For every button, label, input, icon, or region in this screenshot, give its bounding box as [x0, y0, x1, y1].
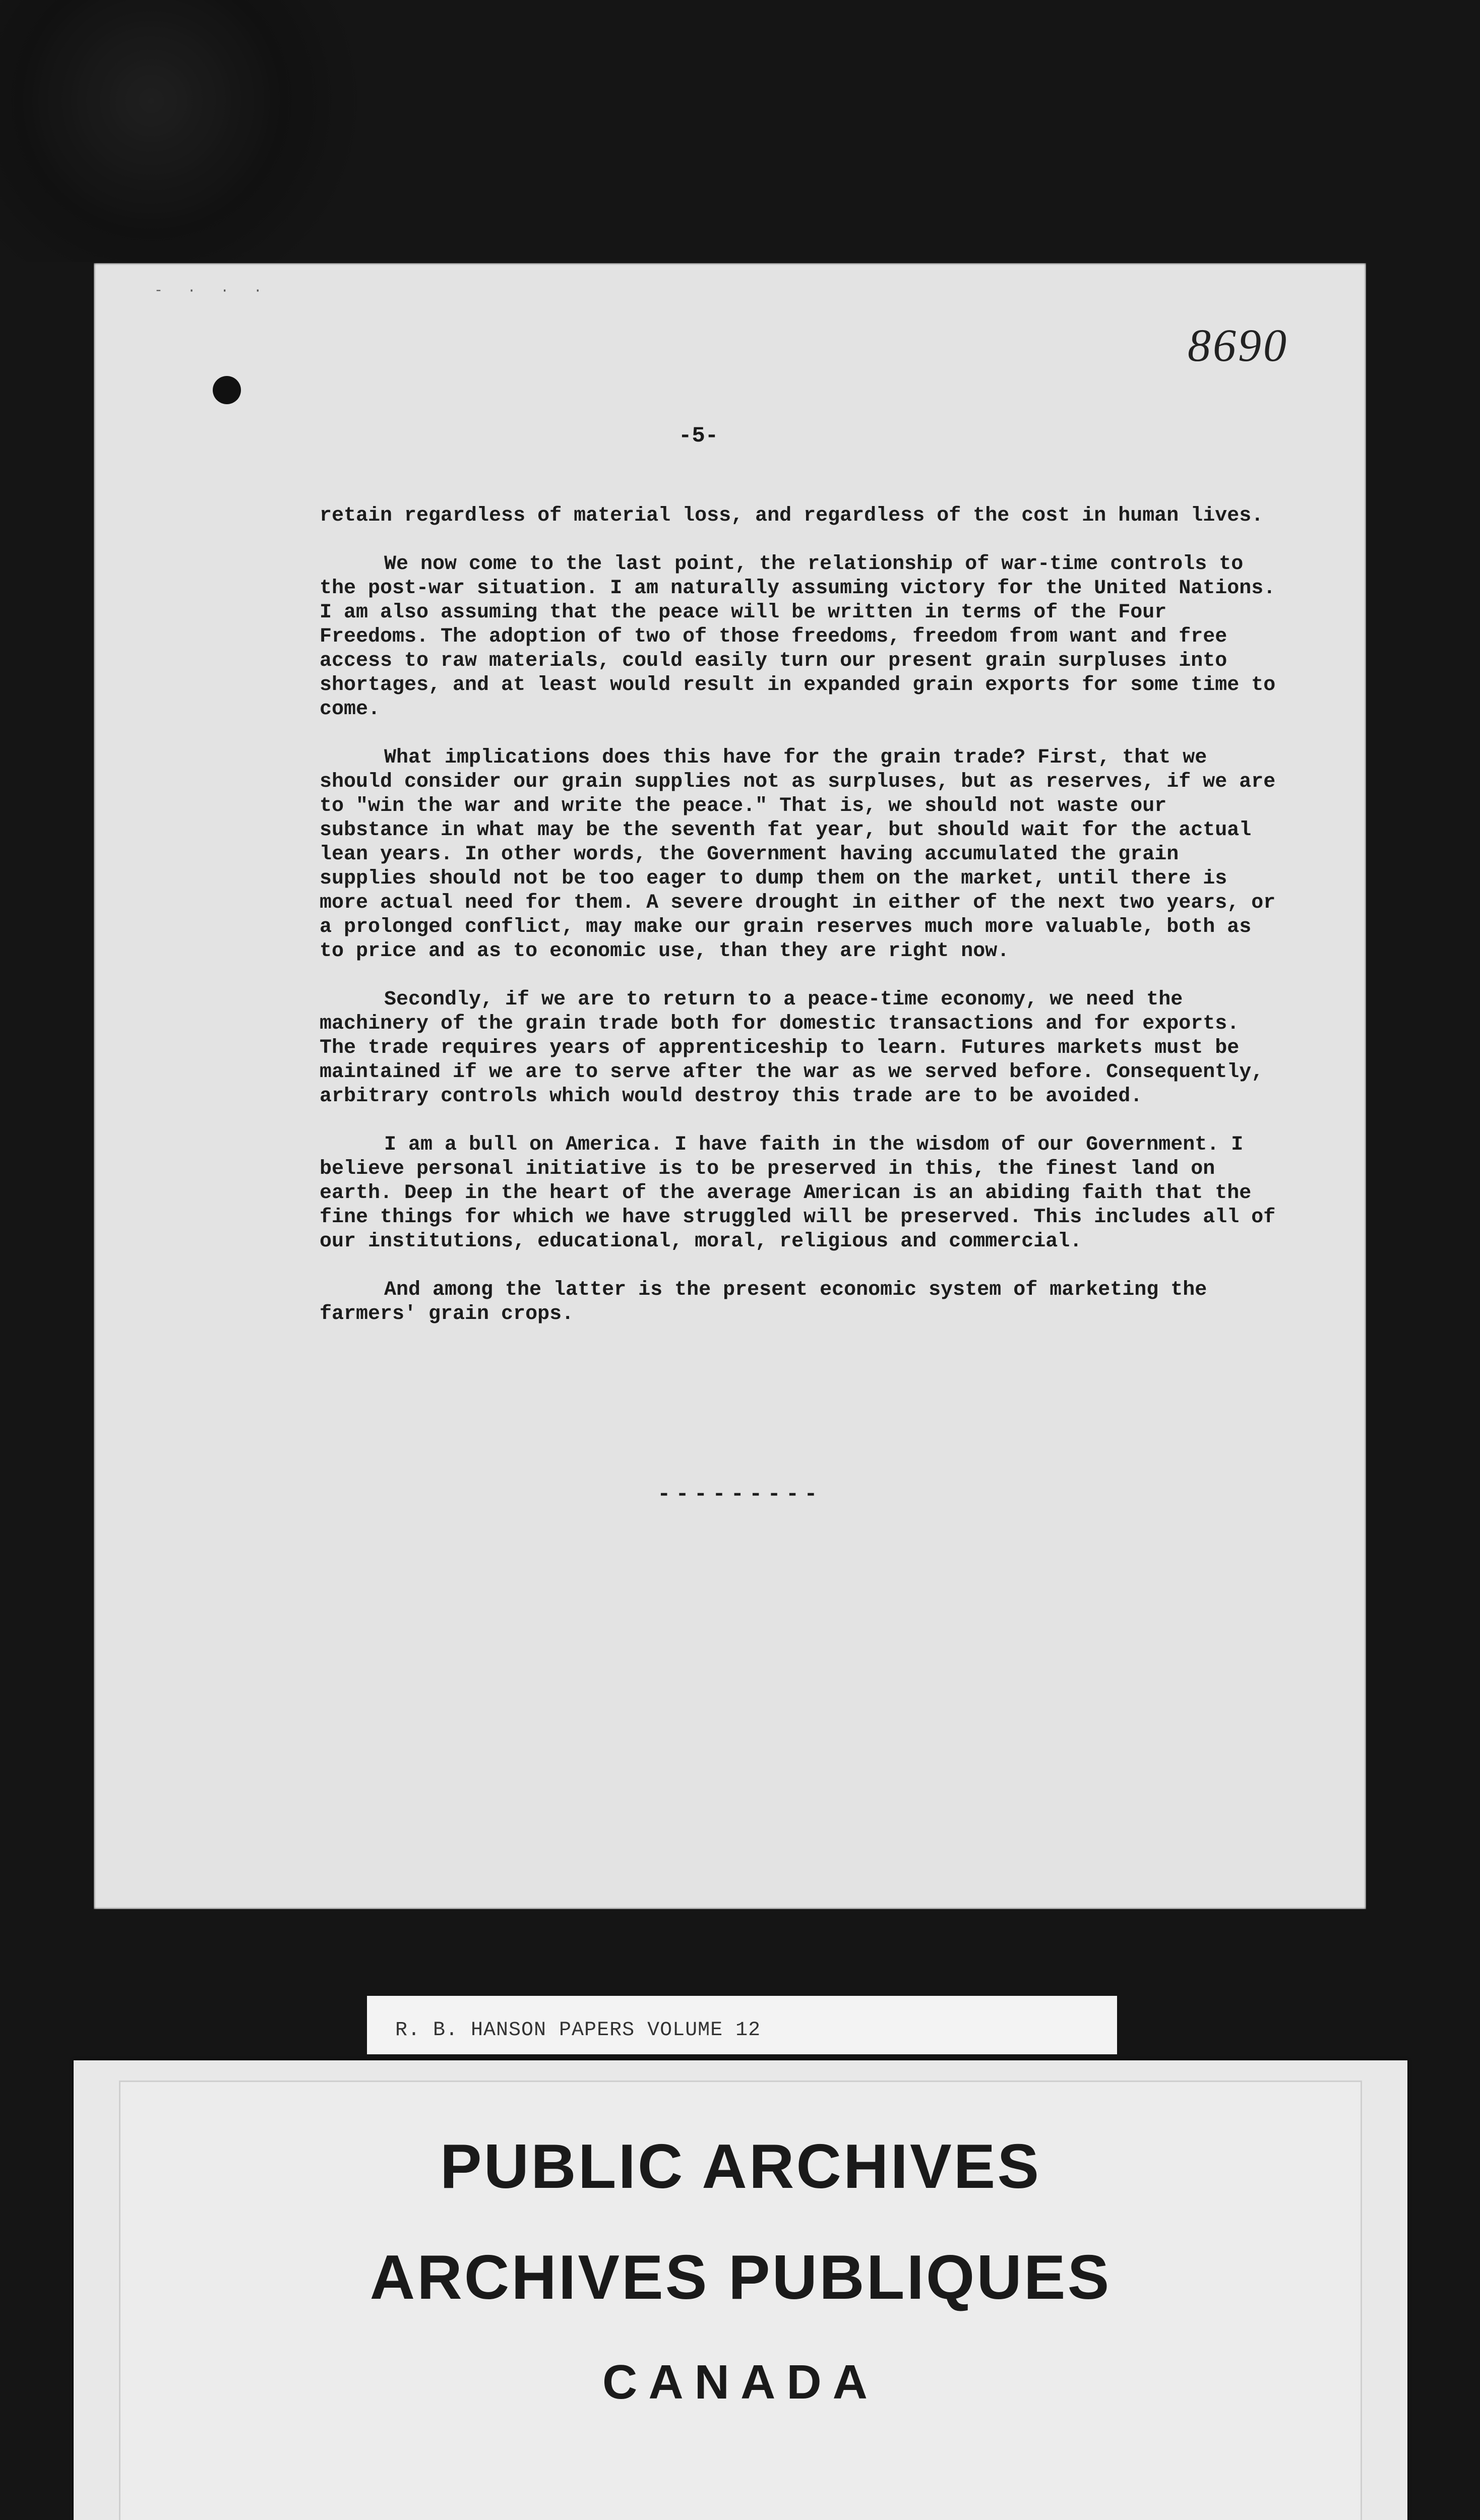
- paragraph-secondly: Secondly, if we are to return to a peace-time economy, we need the machinery of the grain trade both for domestic transactions and for exports. The trade requires years of apprenticeship to learn. Futures markets must be maintained if we are to serve after the war as we served before. Consequently, arbitrary controls which would destroy this trade are to be avoided.: [320, 988, 1264, 1108]
- page-number: -5-: [679, 423, 719, 449]
- scan-background: [0, 0, 1480, 262]
- archive-title-english: PUBLIC ARCHIVES: [440, 2132, 1041, 2201]
- archive-card: [74, 2060, 1407, 2520]
- archive-country: CANADA: [602, 2355, 879, 2409]
- paragraph-post-war: We now come to the last point, the relationship of war-time controls to the post-war situation. I am naturally assuming victory for the United Nations. I am also assuming that the peace will be written in terms of the Four Freedoms. The adoption of two of those freedoms, freedom from want and free access to raw materials, could easily turn our present grain surpluses into shortages, and at least would result in expanded grain exports for some time to come.: [320, 553, 1276, 721]
- margin-tick-marks: - · · ·: [154, 283, 270, 299]
- paragraph-closing: And among the latter is the present economic system of marketing the farmers' grain crops.: [320, 1279, 1207, 1326]
- paragraph-implications: What implications does this have for the grain trade? First, that we should consider our grain supplies not as surpluses, but as reserves, if we are to "win the war and write the peace." That is, we should not waste our substance in what may be the seventh fat year, but should wait for the actual lean years. In other words, the Government having accumulated the grain supplies should not be too eager to dump them on the market, until there is more actual need for them. A severe drought in either of the next two years, or a prolonged conflict, may make our grain reserves much more valuable, both as to price and as to economic use, than they are right now.: [320, 746, 1276, 963]
- typewritten-page: [94, 263, 1366, 1909]
- end-dash-line: ---------: [657, 1482, 823, 1507]
- collection-label-text: R. B. HANSON PAPERS VOLUME 12: [395, 2019, 761, 2042]
- archive-title-french: ARCHIVES PUBLIQUES: [369, 2243, 1112, 2312]
- paragraph-continuation: retain regardless of material loss, and regardless of the cost in human lives.: [320, 505, 1264, 527]
- punch-hole: [213, 376, 241, 404]
- archive-stamp-number: 8690: [1188, 320, 1288, 371]
- paragraph-bull-on-america: I am a bull on America. I have faith in the wisdom of our Government. I believe personal initiative is to be preserved in this, the finest land on earth. Deep in the heart of the average American is an abiding faith that the fine things for which we have struggled will be preserved. This includes all of our institutions, educational, moral, religious and commercial.: [320, 1133, 1276, 1253]
- letter-body: [320, 504, 1287, 1351]
- collection-label: [367, 1996, 1117, 2054]
